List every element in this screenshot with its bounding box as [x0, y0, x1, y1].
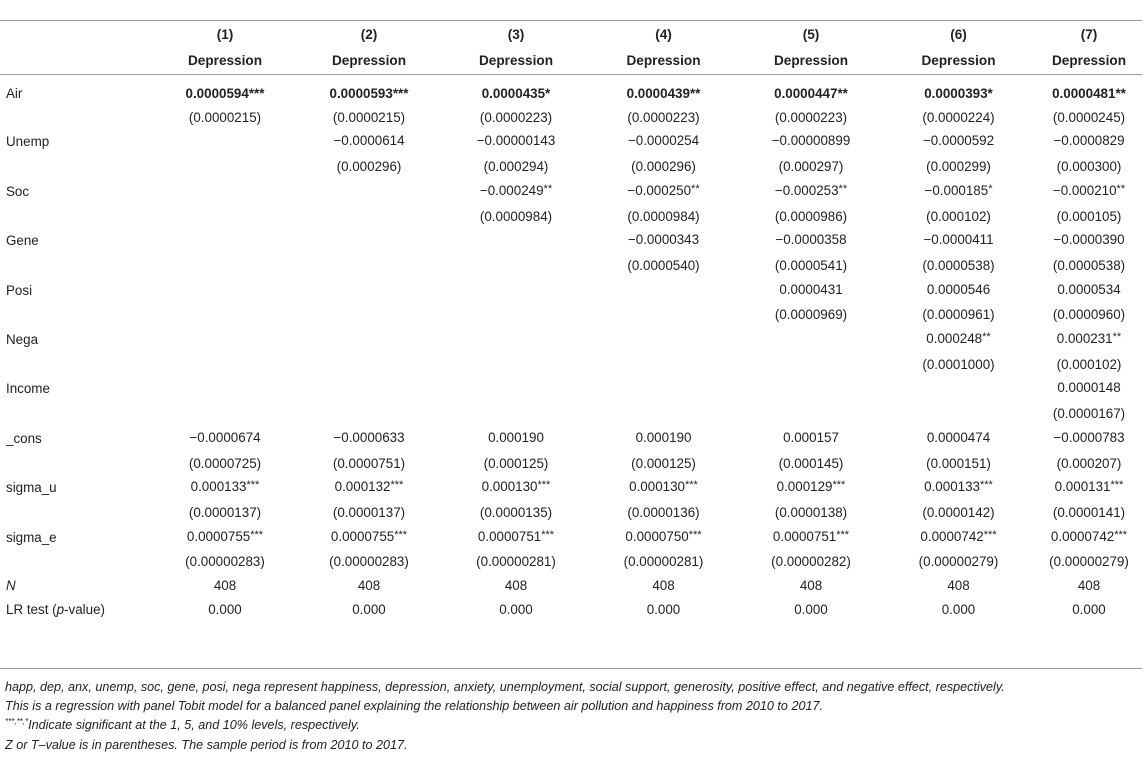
- table-header: [0, 22, 1142, 82]
- standard-error-cell: (0.0000984): [479, 208, 553, 224]
- coefficient-cell: [733, 525, 881, 551]
- coefficient-value: 0.000157: [783, 429, 839, 445]
- standard-error-cell: [438, 402, 586, 426]
- header-stub: [0, 22, 150, 48]
- coefficient-value: 0.000129: [776, 479, 833, 495]
- coefficient-cell: [733, 228, 881, 254]
- standard-error-row: [0, 550, 1142, 574]
- note-values: Z or T–value is in parentheses. The sample period is from 2010 to 2017.: [5, 737, 408, 752]
- standard-error-row: [0, 106, 1142, 130]
- coefficient-cell: [438, 82, 586, 106]
- coefficient-value: 0.0000742: [920, 528, 984, 544]
- lr-test-cell: 0.000: [499, 601, 533, 617]
- standard-error-cell: (0.000102): [926, 208, 991, 224]
- coefficient-value: 0.0000481: [1052, 86, 1116, 101]
- observations-cell: 408: [652, 578, 675, 594]
- standard-error-cell: [150, 303, 292, 327]
- standard-error-cell: (0.0000540): [627, 257, 700, 273]
- significance-stars: ***: [688, 528, 702, 541]
- coefficient-cell: [881, 376, 1028, 402]
- coefficient-value: 0.0000755: [330, 528, 395, 544]
- column-label: Depression: [921, 53, 996, 68]
- coefficient-row: [0, 278, 1142, 304]
- coefficient-cell: [1028, 278, 1142, 304]
- standard-error-cell: (0.0000142): [922, 504, 995, 520]
- standard-error-cell: (0.00000283): [185, 554, 265, 570]
- standard-error-cell: (0.000145): [778, 455, 844, 471]
- significance-stars: **: [691, 182, 700, 195]
- standard-error-cell: (0.000125): [483, 455, 549, 471]
- column-label: Depression: [331, 53, 407, 68]
- standard-error-cell: (0.000296): [336, 159, 402, 175]
- coefficient-cell: [150, 179, 292, 205]
- coefficient-cell: [150, 525, 292, 551]
- standard-error-cell: [292, 205, 438, 229]
- standard-error-cell: [733, 353, 881, 377]
- significance-stars: **: [982, 331, 991, 344]
- coefficient-row: [0, 129, 1142, 155]
- coefficient-cell: [881, 475, 1028, 501]
- coefficient-value: 0.000190: [635, 429, 692, 445]
- coefficient-value: −0.000185: [924, 182, 989, 198]
- standard-error-cell: (0.000105): [1056, 208, 1122, 224]
- coefficient-cell: [438, 327, 586, 353]
- coefficient-value: 0.0000393: [924, 86, 988, 101]
- observations-cell: 408: [799, 578, 823, 594]
- standard-error-row: [0, 402, 1142, 426]
- standard-error-cell: [292, 402, 438, 426]
- coefficient-cell: [292, 129, 438, 155]
- note-model: This is a regression with panel Tobit model for a balanced panel explaining the relationship between air pollution and happiness from 2010 to 2017.: [5, 699, 823, 714]
- standard-error-cell: (0.00000279): [918, 554, 999, 570]
- standard-error-cell: [150, 353, 292, 377]
- coefficient-value: −0.0000783: [1053, 429, 1125, 445]
- coefficient-cell: [881, 82, 1028, 106]
- coefficient-cell: [1028, 376, 1142, 402]
- standard-error-cell: [292, 254, 438, 278]
- coefficient-cell: [586, 525, 733, 551]
- standard-error-cell: (0.0000223): [774, 109, 848, 125]
- column-number: (7): [1080, 27, 1098, 42]
- coefficient-cell: [292, 228, 438, 254]
- standard-error-cell: (0.0000984): [627, 208, 700, 224]
- significance-stars: **: [1112, 331, 1122, 344]
- significance-text: Indicate significant at the 1, 5, and 10% levels, respectively.: [28, 718, 360, 733]
- lr-test-cell: 0.000: [646, 601, 681, 617]
- standard-error-cell: (0.000151): [926, 455, 991, 471]
- regression-table: [0, 22, 1142, 621]
- coefficient-cell: [150, 228, 292, 254]
- column-label: Depression: [773, 53, 849, 68]
- standard-error-cell: [150, 402, 292, 426]
- standard-error-cell: (0.0000167): [1052, 406, 1126, 422]
- coefficient-cell: [292, 426, 438, 452]
- coefficient-value: −0.000250: [627, 182, 692, 198]
- standard-error-cell: [733, 402, 881, 426]
- coefficient-cell: [1028, 228, 1142, 254]
- coefficient-cell: [292, 525, 438, 551]
- variable-label: sigma_e: [6, 529, 57, 545]
- coefficient-cell: [150, 426, 292, 452]
- observations-cell: 408: [947, 578, 970, 594]
- standard-error-row: [0, 254, 1142, 278]
- coefficient-value: −0.0000254: [627, 133, 700, 149]
- coefficient-value: 0.000133: [924, 479, 980, 495]
- coefficient-cell: [438, 376, 586, 402]
- coefficient-value: −0.000253: [774, 182, 839, 198]
- coefficient-cell: [733, 376, 881, 402]
- coefficient-cell: [292, 82, 438, 106]
- significance-stars: ***: [983, 528, 997, 541]
- coefficient-value: −0.000249: [479, 182, 544, 198]
- coefficient-row: [0, 327, 1142, 353]
- coefficient-value: −0.00000143: [476, 133, 556, 149]
- standard-error-row: [0, 501, 1142, 525]
- lr-test-cell: 0.000: [352, 601, 386, 617]
- standard-error-cell: [881, 402, 1028, 426]
- column-label: Depression: [626, 53, 701, 68]
- coefficient-value: −0.0000829: [1053, 133, 1125, 149]
- standard-error-cell: (0.000296): [631, 159, 696, 175]
- coefficient-cell: [438, 525, 586, 551]
- coefficient-row: [0, 525, 1142, 551]
- coefficient-cell: [733, 82, 881, 106]
- coefficient-cell: [881, 278, 1028, 304]
- coefficient-cell: [438, 179, 586, 205]
- coefficient-cell: [881, 525, 1028, 551]
- coefficient-value: −0.0000411: [923, 232, 994, 248]
- lr-test-row: [0, 598, 1142, 622]
- coefficient-value: −0.0000614: [333, 133, 405, 149]
- lr-test-label: LR test (p-value): [6, 601, 105, 617]
- coefficient-value: 0.0000447: [774, 86, 838, 101]
- coefficient-value: 0.0000431: [779, 281, 843, 297]
- standard-error-cell: (0.000297): [778, 159, 844, 175]
- coefficient-value: 0.000130: [629, 479, 685, 495]
- significance-stars: ***: [392, 86, 409, 101]
- standard-error-cell: (0.0000136): [627, 504, 700, 520]
- standard-error-cell: (0.000207): [1056, 455, 1122, 471]
- standard-error-row: [0, 303, 1142, 327]
- coefficient-cell: [1028, 327, 1142, 353]
- standard-error-cell: (0.0000751): [332, 455, 406, 471]
- standard-error-cell: [150, 254, 292, 278]
- standard-error-cell: (0.0000245): [1052, 109, 1126, 125]
- variable-label: Air: [6, 86, 23, 101]
- coefficient-cell: [881, 327, 1028, 353]
- variable-label: Unemp: [6, 134, 50, 150]
- significance-stars: *: [545, 86, 551, 101]
- significance-stars: ***: [537, 479, 551, 492]
- column-number: (2): [360, 27, 378, 42]
- significance-stars: ***: [250, 528, 264, 541]
- significance-stars: ***: [685, 479, 698, 492]
- coefficient-value: −0.0000343: [627, 232, 700, 248]
- coefficient-value: −0.00000899: [771, 133, 851, 149]
- header-stub: [0, 48, 150, 74]
- variable-label: sigma_u: [6, 480, 57, 496]
- standard-error-cell: [292, 303, 438, 327]
- coefficient-cell: [292, 327, 438, 353]
- coefficient-value: 0.0000148: [1057, 380, 1121, 396]
- coefficient-value: 0.0000751: [772, 528, 837, 544]
- coefficient-cell: [881, 129, 1028, 155]
- lr-test-cell: 0.000: [208, 601, 242, 617]
- standard-error-cell: (0.0000224): [922, 109, 995, 125]
- coefficient-value: −0.0000674: [189, 429, 261, 445]
- standard-error-cell: (0.00000283): [329, 554, 409, 570]
- coefficient-cell: [586, 376, 733, 402]
- standard-error-cell: (0.000300): [1056, 159, 1122, 175]
- significance-symbols: ***,**,*: [5, 717, 29, 727]
- standard-error-cell: (0.0000223): [627, 109, 700, 125]
- coefficient-cell: [733, 278, 881, 304]
- observations-cell: 408: [213, 578, 237, 594]
- standard-error-cell: (0.0000215): [332, 109, 406, 125]
- significance-stars: ***: [248, 86, 265, 101]
- coefficient-value: −0.0000358: [775, 232, 847, 248]
- variable-label: Soc: [6, 183, 30, 199]
- standard-error-cell: [586, 402, 733, 426]
- significance-stars: ***: [541, 528, 555, 541]
- coefficient-cell: [1028, 426, 1142, 452]
- coefficient-row: [0, 475, 1142, 501]
- standard-error-cell: [292, 353, 438, 377]
- significance-stars: **: [837, 86, 848, 101]
- significance-stars: **: [1115, 86, 1126, 101]
- coefficient-row: [0, 82, 1142, 106]
- observations-cell: 408: [504, 578, 528, 594]
- significance-stars: **: [689, 86, 701, 101]
- lr-test-cell: 0.000: [941, 601, 976, 617]
- variable-label: Nega: [6, 332, 39, 348]
- coefficient-cell: [438, 278, 586, 304]
- coefficient-cell: [292, 475, 438, 501]
- standard-error-row: [0, 353, 1142, 377]
- standard-error-cell: (0.000102): [1056, 356, 1122, 372]
- standard-error-row: [0, 452, 1142, 476]
- standard-error-cell: (0.0000215): [188, 109, 262, 125]
- coefficient-row: [0, 228, 1142, 254]
- coefficient-value: 0.0000474: [926, 429, 991, 445]
- variable-label: Posi: [6, 282, 33, 298]
- coefficient-cell: [1028, 179, 1142, 205]
- coefficient-cell: [586, 278, 733, 304]
- coefficient-value: 0.0000594: [185, 86, 249, 101]
- significance-stars: ***: [390, 479, 404, 492]
- coefficient-cell: [586, 475, 733, 501]
- coefficient-cell: [586, 82, 733, 106]
- standard-error-row: [0, 205, 1142, 229]
- coefficient-value: 0.0000439: [626, 86, 690, 101]
- standard-error-cell: (0.0000538): [1052, 257, 1126, 273]
- significance-stars: ***: [832, 479, 846, 492]
- coefficient-cell: [150, 129, 292, 155]
- standard-error-cell: (0.000294): [483, 159, 549, 175]
- coefficient-row: [0, 179, 1142, 205]
- standard-error-cell: (0.0000223): [479, 109, 553, 125]
- coefficient-value: 0.0000750: [625, 528, 689, 544]
- variable-label: Gene: [6, 233, 39, 249]
- coefficient-cell: [150, 82, 292, 106]
- significance-stars: **: [543, 182, 553, 195]
- coefficient-cell: [881, 228, 1028, 254]
- coefficient-cell: [150, 376, 292, 402]
- observations-row: [0, 574, 1142, 598]
- note-abbreviations: happ, dep, anx, unemp, soc, gene, posi, nega represent happiness, depression, anxiety, unemployment, social support, generosity, positive effect, and negative effect, respectively.: [5, 680, 1005, 694]
- observations-cell: 408: [1077, 578, 1101, 594]
- coefficient-value: 0.000190: [488, 429, 544, 445]
- significance-stars: ***: [836, 528, 850, 541]
- coefficient-cell: [586, 327, 733, 353]
- standard-error-cell: (0.00000279): [1049, 554, 1129, 570]
- coefficient-value: 0.000132: [334, 479, 391, 495]
- coefficient-value: 0.0000742: [1050, 528, 1115, 544]
- standard-error-cell: [150, 155, 292, 179]
- standard-error-row: [0, 155, 1142, 179]
- standard-error-cell: [586, 353, 733, 377]
- coefficient-cell: [881, 426, 1028, 452]
- coefficient-value: −0.000210: [1052, 182, 1117, 198]
- coefficient-value: −0.0000390: [1053, 232, 1125, 248]
- column-number: (5): [802, 27, 820, 42]
- standard-error-cell: (0.0001000): [922, 356, 995, 372]
- coefficient-cell: [292, 376, 438, 402]
- coefficient-cell: [586, 228, 733, 254]
- coefficient-cell: [438, 228, 586, 254]
- standard-error-cell: (0.0000137): [332, 504, 406, 520]
- coefficient-cell: [1028, 129, 1142, 155]
- standard-error-cell: [150, 205, 292, 229]
- coefficient-cell: [586, 426, 733, 452]
- coefficient-cell: [733, 426, 881, 452]
- column-number: (1): [216, 27, 234, 42]
- standard-error-cell: (0.0000960): [1052, 307, 1126, 323]
- coefficient-row: [0, 376, 1142, 402]
- coefficient-value: 0.0000435: [481, 86, 546, 101]
- lr-test-cell: 0.000: [1072, 601, 1106, 617]
- coefficient-value: 0.000130: [481, 479, 538, 495]
- table-body: [0, 82, 1142, 621]
- standard-error-cell: [438, 303, 586, 327]
- column-label: Depression: [187, 53, 263, 68]
- significance-stars: ***: [1110, 479, 1124, 492]
- coefficient-cell: [1028, 82, 1142, 106]
- significance-stars: ***: [394, 528, 408, 541]
- coefficient-value: 0.000231: [1056, 331, 1113, 347]
- variable-label: _cons: [6, 430, 42, 446]
- significance-stars: *: [988, 182, 993, 195]
- significance-stars: **: [838, 182, 848, 195]
- coefficient-cell: [733, 179, 881, 205]
- observations-cell: 408: [357, 578, 381, 594]
- coefficient-cell: [733, 327, 881, 353]
- significance-stars: ***: [1114, 528, 1128, 541]
- coefficient-cell: [438, 475, 586, 501]
- standard-error-cell: (0.00000282): [771, 554, 851, 570]
- coefficient-cell: [438, 129, 586, 155]
- note-significance: [5, 716, 1143, 735]
- standard-error-cell: [586, 303, 733, 327]
- coefficient-cell: [733, 475, 881, 501]
- table-notes: [5, 678, 1143, 755]
- significance-stars: *: [987, 86, 993, 101]
- coefficient-cell: [586, 129, 733, 155]
- standard-error-cell: (0.0000986): [774, 208, 848, 224]
- coefficient-value: 0.000131: [1054, 479, 1111, 495]
- coefficient-value: 0.0000593: [329, 86, 393, 101]
- standard-error-cell: (0.000299): [926, 159, 991, 175]
- coefficient-value: 0.0000755: [186, 528, 251, 544]
- standard-error-cell: [438, 353, 586, 377]
- coefficient-cell: [292, 179, 438, 205]
- bottom-rule: [0, 668, 1142, 669]
- coefficient-cell: [292, 278, 438, 304]
- variable-label: Income: [6, 381, 50, 397]
- significance-stars: **: [1116, 182, 1126, 195]
- standard-error-cell: (0.0000135): [479, 504, 553, 520]
- coefficient-cell: [1028, 525, 1142, 551]
- coefficient-value: 0.000133: [190, 479, 247, 495]
- standard-error-cell: (0.0000538): [922, 257, 995, 273]
- standard-error-cell: [438, 254, 586, 278]
- significance-stars: ***: [980, 479, 993, 492]
- coefficient-row: [0, 426, 1142, 452]
- lr-test-cell: 0.000: [794, 601, 828, 617]
- coefficient-value: −0.0000592: [922, 133, 995, 149]
- standard-error-cell: (0.00000281): [476, 554, 556, 570]
- column-label: Depression: [478, 53, 554, 68]
- standard-error-cell: (0.0000969): [774, 307, 848, 323]
- coefficient-cell: [150, 327, 292, 353]
- column-label: Depression: [1051, 53, 1127, 68]
- coefficient-value: −0.0000633: [333, 429, 405, 445]
- coefficient-value: 0.0000534: [1057, 281, 1121, 297]
- top-rule: [0, 20, 1142, 21]
- coefficient-cell: [150, 475, 292, 501]
- standard-error-cell: (0.0000541): [774, 257, 848, 273]
- standard-error-cell: (0.0000137): [188, 504, 262, 520]
- coefficient-value: 0.0000751: [477, 528, 542, 544]
- standard-error-cell: (0.00000281): [623, 554, 704, 570]
- column-number: (3): [507, 27, 525, 42]
- standard-error-cell: (0.0000138): [774, 504, 848, 520]
- coefficient-value: 0.000248: [926, 331, 983, 347]
- column-number: (6): [950, 27, 967, 42]
- coefficient-cell: [438, 426, 586, 452]
- coefficient-value: 0.0000546: [926, 281, 991, 297]
- significance-stars: ***: [246, 479, 260, 492]
- column-number: (4): [655, 27, 672, 42]
- coefficient-cell: [733, 129, 881, 155]
- standard-error-cell: (0.000125): [631, 455, 696, 471]
- standard-error-cell: (0.0000725): [188, 455, 262, 471]
- coefficient-cell: [150, 278, 292, 304]
- coefficient-cell: [881, 179, 1028, 205]
- coefficient-cell: [586, 179, 733, 205]
- standard-error-cell: (0.0000141): [1052, 504, 1126, 520]
- coefficient-cell: [1028, 475, 1142, 501]
- observations-label: N: [6, 578, 16, 594]
- standard-error-cell: (0.0000961): [922, 307, 995, 323]
